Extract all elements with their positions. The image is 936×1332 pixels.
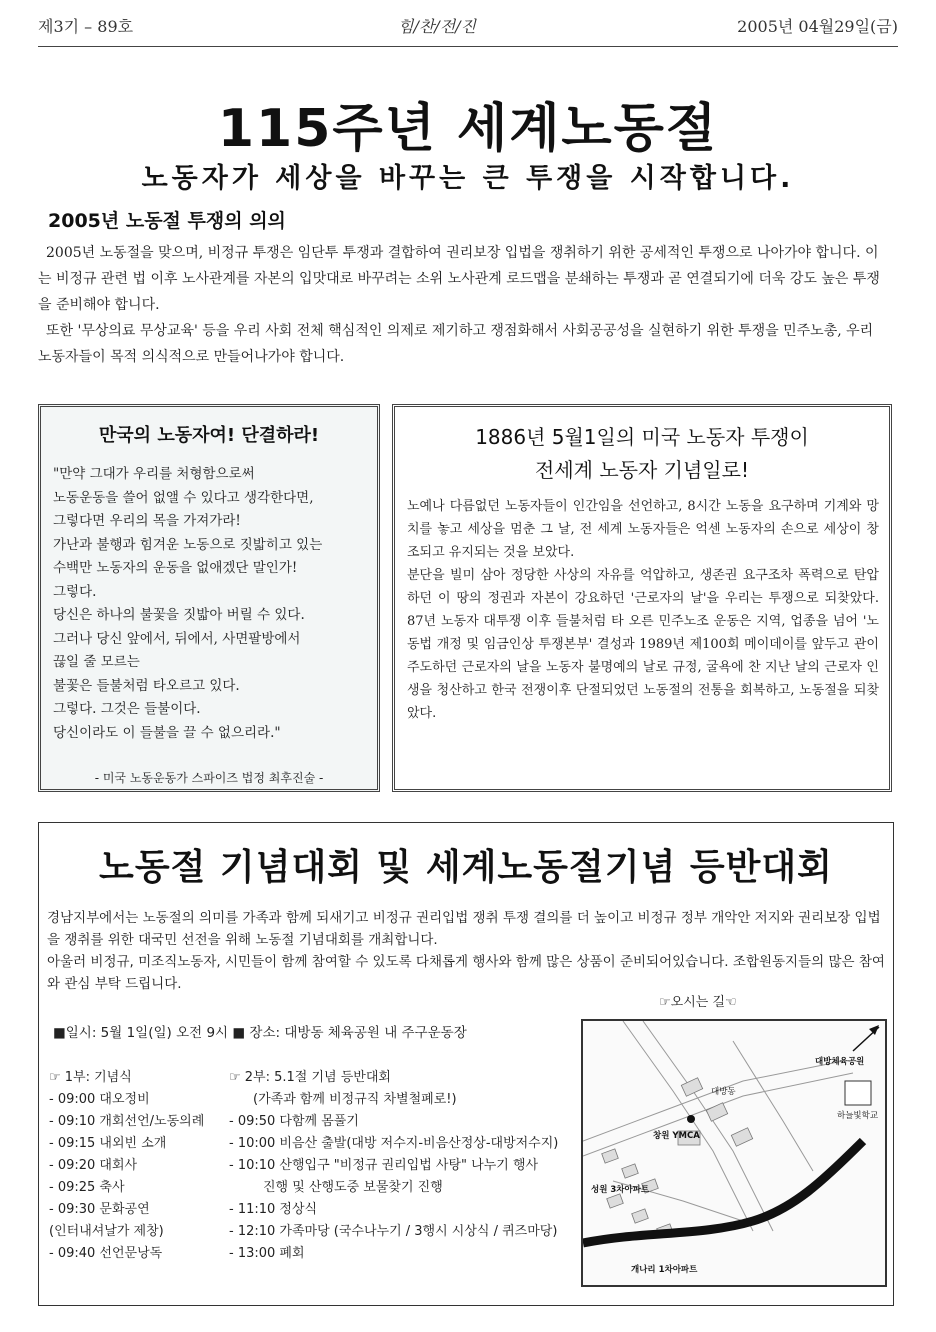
schedule-item: - 09:50 다함께 몸풀기 <box>229 1114 359 1129</box>
history-paragraph: 분단을 빌미 삼아 정당한 사상의 자유를 억압하고, 생존권 요구조차 폭력으로 탄압하던 이 땅의 정권과 자본이 강요하던 '근로자의 날'을 우리는 투쟁으로 되찾았다. 87년 노동자 대투쟁 이후 들불처럼 타 오른 민주노조 운동은 지역, 업종을 넘어 '노동법 개정 및 임금인상 투쟁본부' 결성과 1989년 제100회 메이데이를 앞두고 관이 주도하던 근로자의 날을 노동자 불명예의 날로 규정, 굴욕에 찬 지난 날의 근로자 인생을 청산하고 한국 전쟁이후 단절되었던 노동절의 전통을 회복하고, 노동절을 되찾았다. <box>407 568 879 721</box>
poem-line: 수백만 노동자의 운동을 없애겠단 말인가! <box>53 560 298 576</box>
schedule-item: - 09:00 대오정비 <box>49 1092 150 1107</box>
event-description <box>47 907 887 995</box>
history-paragraph: 노예나 다름없던 노동자들이 인간임을 선언하고, 8시간 노동을 요구하며 기계와 망치를 놓고 세상을 멈춘 그 날, 전 세계 노동자들은 억센 노동자의 손으로 세상이 창조되고 유지되는 것을 보았다. <box>407 499 879 560</box>
schedule-item: - 10:00 비음산 출발(대방 저수지-비음산정상-대방저수지) <box>229 1136 559 1151</box>
event-paragraph: 아울러 비정규, 미조직노동자, 시민들이 함께 참여할 수 있도록 다채롭게 행사와 함께 많은 상품이 준비되어있습니다. 조합원동지들의 많은 참여와 관심 부탁 드립니다. <box>47 954 885 992</box>
map-label-school: 하늘빛학교 <box>837 1111 879 1121</box>
sub-headline: 노동자가 세상을 바꾸는 큰 투쟁을 시작합니다. <box>141 163 795 194</box>
poem-title: 만국의 노동자여! 단결하라! <box>98 425 320 446</box>
poem-line: 그러나 당신 앞에서, 뒤에서, 사면팔방에서 <box>53 630 301 647</box>
poem-line: 노동운동을 쓸어 없앨 수 있다고 생각한다면, <box>53 489 314 506</box>
directions-map <box>581 1019 887 1287</box>
schedule-item: - 09:20 대회사 <box>49 1158 138 1173</box>
significance-paragraph: 또한 '무상의료 무상교육' 등을 우리 사회 전체 핵심적인 의제로 제기하고 쟁점화해서 사회공공성을 실현하기 위한 투쟁을 민주노총, 우리 노동자들이 목적 의식적으로 만들어나가야 합니다. <box>38 323 874 365</box>
event-paragraph: 경남지부에서는 노동절의 의미를 가족과 함께 되새기고 비정규 권리입법 쟁취 투쟁 결의를 더 높이고 비정규 정부 개악안 저지와 권리보장 입법을 쟁취를 위한 대국민 선전을 위해 노동절 기념대회를 개최합니다. <box>47 910 881 948</box>
poem-line: 불꽃은 들불처럼 타오르고 있다. <box>53 677 240 694</box>
poem-line: 당신이라도 이 들불을 끌 수 없으리라." <box>53 724 281 741</box>
poem-line: 그렇다면 우리의 목을 가져가라! <box>53 513 241 529</box>
history-title-line: 1886년 5월1일의 미국 노동자 투쟁이 <box>475 425 809 449</box>
schedule-item: - 09:30 문화공연 <box>49 1202 150 1217</box>
poem-line: "만약 그대가 우리를 처형함으로써 <box>53 466 255 482</box>
schedule-part2 <box>229 1067 558 1265</box>
schedule-item: ☞ 2부: 5.1절 기념 등반대회 <box>229 1070 391 1085</box>
poem-line: 가난과 불행과 힘겨운 노동으로 짓밟히고 있는 <box>53 536 323 553</box>
map-label-apt3: 성원 3차아파트 <box>591 1185 650 1195</box>
significance-heading: 2005년 노동절 투쟁의 의의 <box>48 210 286 232</box>
paper-name: 힘/찬/전/진 <box>398 17 476 36</box>
map-label-apt1: 개나리 1차아파트 <box>631 1265 698 1275</box>
schedule-item: - 09:15 내외빈 소개 <box>49 1136 167 1151</box>
schedule-item: - 12:10 가족마당 (국수나누기 / 3행시 시상식 / 퀴즈마당) <box>229 1224 558 1239</box>
map-label-park: 대방체육공원 <box>815 1057 865 1067</box>
poem-text <box>53 463 373 745</box>
poem-line: 그렇다. <box>53 583 97 600</box>
event-box <box>38 822 894 1306</box>
schedule-item: ☞ 1부: 기념식 <box>49 1070 132 1085</box>
poem-box <box>38 404 380 792</box>
directions-label: ☞오시는 길☜ <box>659 995 737 1010</box>
map-label-daebang: 대방동 <box>711 1087 736 1097</box>
poem-line: 끊일 줄 모르는 <box>53 654 140 670</box>
schedule-part1 <box>49 1067 204 1265</box>
main-headline: 115주년 세계노동절 <box>217 99 719 159</box>
history-title-line: 전세계 노동자 기념일로! <box>535 458 749 482</box>
schedule-item: (인터내셔날가 제창) <box>49 1224 164 1239</box>
schedule-item: - 13:00 폐회 <box>229 1246 305 1261</box>
schedule-item: - 11:10 정상식 <box>229 1202 318 1217</box>
significance-body <box>38 240 888 370</box>
schedule-item: (가족과 함께 비정규직 차별철폐로!) <box>253 1092 457 1107</box>
history-box <box>392 404 892 792</box>
schedule-item: - 09:25 축사 <box>49 1180 125 1195</box>
map-label-ymca: 창원 YMCA <box>653 1131 700 1141</box>
poem-attribution: - 미국 노동운동가 스파이즈 법정 최후진술 - <box>94 771 324 785</box>
schedule-item: 진행 및 산행도중 보물찾기 진행 <box>263 1180 443 1195</box>
event-title: 노동절 기념대회 및 세계노동절기념 등반대회 <box>99 847 833 888</box>
schedule-item: - 10:10 산행입구 "비정규 권리입법 사탕" 나누기 행사 <box>229 1158 539 1173</box>
issue-number: 제3기 – 89호 <box>38 17 134 36</box>
schedule-item: - 09:40 선언문낭독 <box>49 1246 163 1261</box>
event-date-location: ■일시: 5월 1일(일) 오전 9시 ■ 장소: 대방동 체육공원 내 주구운동장 <box>53 1025 467 1041</box>
schedule-item: - 09:10 개회선언/노동의례 <box>49 1114 205 1129</box>
significance-paragraph: 2005년 노동절을 맞으며, 비정규 투쟁은 임단투 투쟁과 결합하여 권리보장 입법을 쟁취하기 위한 공세적인 투쟁으로 나아가야 합니다. 이는 비정규 관련 법 이후 노사관계를 자본의 입맛대로 바꾸려는 소위 노사관계 로드맵을 분쇄하는 투쟁과 곧 연결되기에 더욱 강도 높은 투쟁을 준비해야 합니다. <box>38 245 880 313</box>
issue-date: 2005년 04월29일(금) <box>737 17 898 36</box>
page-header <box>38 6 898 47</box>
poem-line: 당신은 하나의 불꽃을 짓밟아 버릴 수 있다. <box>53 607 305 623</box>
poem-line: 그렇다. 그것은 들불이다. <box>53 701 201 717</box>
history-body <box>407 495 879 725</box>
history-title <box>395 421 889 487</box>
